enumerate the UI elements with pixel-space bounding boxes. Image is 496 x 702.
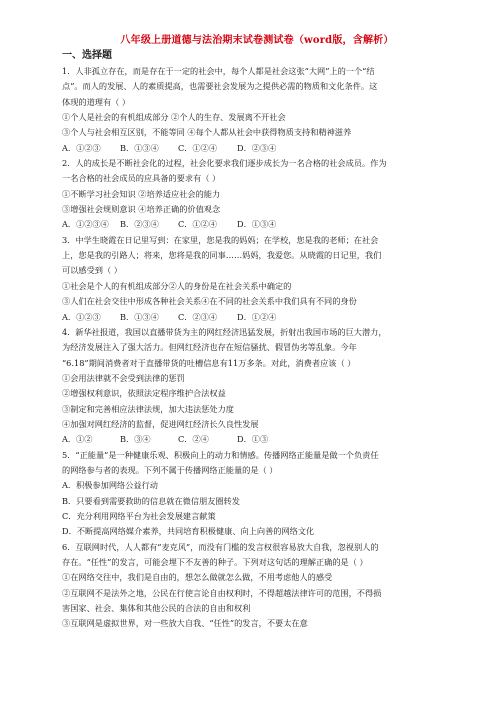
question-stem-line: 存在。“任性”的发言，可能会埋下不友善的种子。下列对这句话的理解正确的是（ ） <box>62 557 368 567</box>
option-a: A．①②③ <box>62 311 101 322</box>
option-d: D．不断提高网络媒介素养，共同培育积极健康、向上向善的网络文化 <box>62 526 315 537</box>
answer-options <box>62 217 452 232</box>
statement-line: ①在网络交往中，我们是自由的，想怎么做就怎么做，不用考虑他人的感受 <box>62 572 333 583</box>
statement-line: ①个人是社会的有机组成部分 ②个人的生存、发展离不开社会 <box>62 112 286 123</box>
option-c: C．②③④ <box>178 311 218 322</box>
question-3 <box>62 233 452 325</box>
option-d: D．①③ <box>237 434 269 445</box>
statement-line: ④加强对网红经济的监督，促进网红经济长久良性发展 <box>62 418 259 429</box>
option-a: A．①②③④ <box>62 219 109 230</box>
statement-line: ③人们在社会交往中形成各种社会关系④在不同的社会关系中我们具有不同的身份 <box>62 296 357 307</box>
option-b: B．只要看到需要救助的信息就在微信朋友圈转发 <box>62 495 240 506</box>
answer-options <box>62 310 452 325</box>
statement-line: ①会用法律就不会受到法律的惩罚 <box>62 372 185 383</box>
question-4 <box>62 325 452 448</box>
question-stem-line: 6．互联网时代，人人都有“麦克风”，而没有门槛的发言权很容易放大自我，忽视别人的 <box>62 541 379 552</box>
question-5 <box>62 448 452 540</box>
question-6 <box>62 540 452 632</box>
question-stem-line: 上，您是我的引路人；将来，您将是我的同事……妈妈，我爱您。从晓霞的日记里，我们 <box>62 250 382 261</box>
question-stem-line: 的网络参与者的表现。下列不属于传播网络正能量的是（ ） <box>62 464 278 475</box>
question-stem-line: 点”。而人的发展、人的素质提高，也需要社会发展为之提供必需的物质和文化条件。这 <box>62 81 378 92</box>
statement-line: ③个人与社会相互区别，不能等同 ④每个人都从社会中获得物质支持和精神滋养 <box>62 127 352 138</box>
question-stem-line: 4．新华社报道，我国以直播带货为主的网红经济迅猛发展，折射出我国市场的巨大潜力， <box>62 326 387 337</box>
question-stem-line: 1．人非孤立存在，而是存在于一定的社会中，每个人都是社会这张“大网”上的一个“结 <box>62 66 375 76</box>
option-c: C．①②④ <box>178 219 218 230</box>
option-b: B．①③④ <box>120 142 159 153</box>
option-d: D．①③④ <box>237 219 277 230</box>
statement-line: ②互联网不是法外之地，公民在行使言论自由权利时，不得超越法律许可的范围，不得损 <box>62 587 382 598</box>
statement-line: ①不断学习社会知识 ②培养适应社会的能力 <box>62 188 221 199</box>
statement-line: 害国家、社会、集体和其他公民的合法的自由和权利 <box>62 603 251 614</box>
option-c: C．②④ <box>178 434 209 445</box>
option-b: B．①③④ <box>120 311 159 322</box>
document-title: 八年级上册道德与法治期末试卷测试卷（word版，含解析） <box>120 35 394 46</box>
option-d: D．①②④ <box>237 311 277 322</box>
answer-options <box>62 141 452 156</box>
question-stem-line: 可以感受到（ ） <box>62 265 122 276</box>
question-stem-line: 3．中学生晓霞在日记里写到：在家里，您是我的妈妈；在学校，您是我的老师；在社会 <box>62 234 379 245</box>
statement-line: ③增强社会规则意识 ④培养正确的价值观念 <box>62 204 221 215</box>
option-b: B．②③④ <box>120 219 159 230</box>
question-stem-line: “6.18”期间消费者对于直播带货的吐槽信息有11万多条。对此，消费者应该（ ） <box>62 357 356 368</box>
question-stem-line: 一名合格的社会成员的应具备的要求有（ ） <box>62 173 221 184</box>
question-stem-line: 为经济发展注入了强大活力。但网红经济也存在短信骚扰、假冒伪劣等乱象。今年 <box>62 342 357 353</box>
answer-options <box>62 432 452 447</box>
question-1 <box>62 64 452 156</box>
question-stem-line: 5．“正能量”是一种健康乐观、积极向上的动力和情感。传播网络正能量是做一个负责任 <box>62 449 379 460</box>
question-stem-line: 体现的道理有（ ） <box>62 96 131 107</box>
section-heading: 一、选择题 <box>62 50 112 61</box>
question-2 <box>62 156 452 233</box>
option-d: D．②③④ <box>237 142 277 153</box>
option-a: A．①② <box>62 434 93 445</box>
statement-line: ②增强权利意识，依照法定程序维护合法权益 <box>62 388 226 399</box>
option-c: C．①②④ <box>178 142 218 153</box>
option-a: A．①②③ <box>62 142 101 153</box>
question-stem-line: 2．人的成长是不断社会化的过程，社会化要求我们逐步成长为一名合格的社会成员。作为 <box>62 158 387 169</box>
option-b: B．③④ <box>120 434 151 445</box>
statement-line: ①社会是个人的有机组成部分②人的身份是在社会关系中确定的 <box>62 280 292 291</box>
statement-line: ③互联网是虚拟世界，对一些放大自我、“任性”的发言，不要太在意 <box>62 618 308 629</box>
option-c: C．充分利用网络平台为社会发展建言献策 <box>62 510 216 521</box>
option-a: A．积极参加网络公益行动 <box>62 480 158 491</box>
statement-line: ③制定和完善相应法律法规，加大违法惩处力度 <box>62 403 234 414</box>
